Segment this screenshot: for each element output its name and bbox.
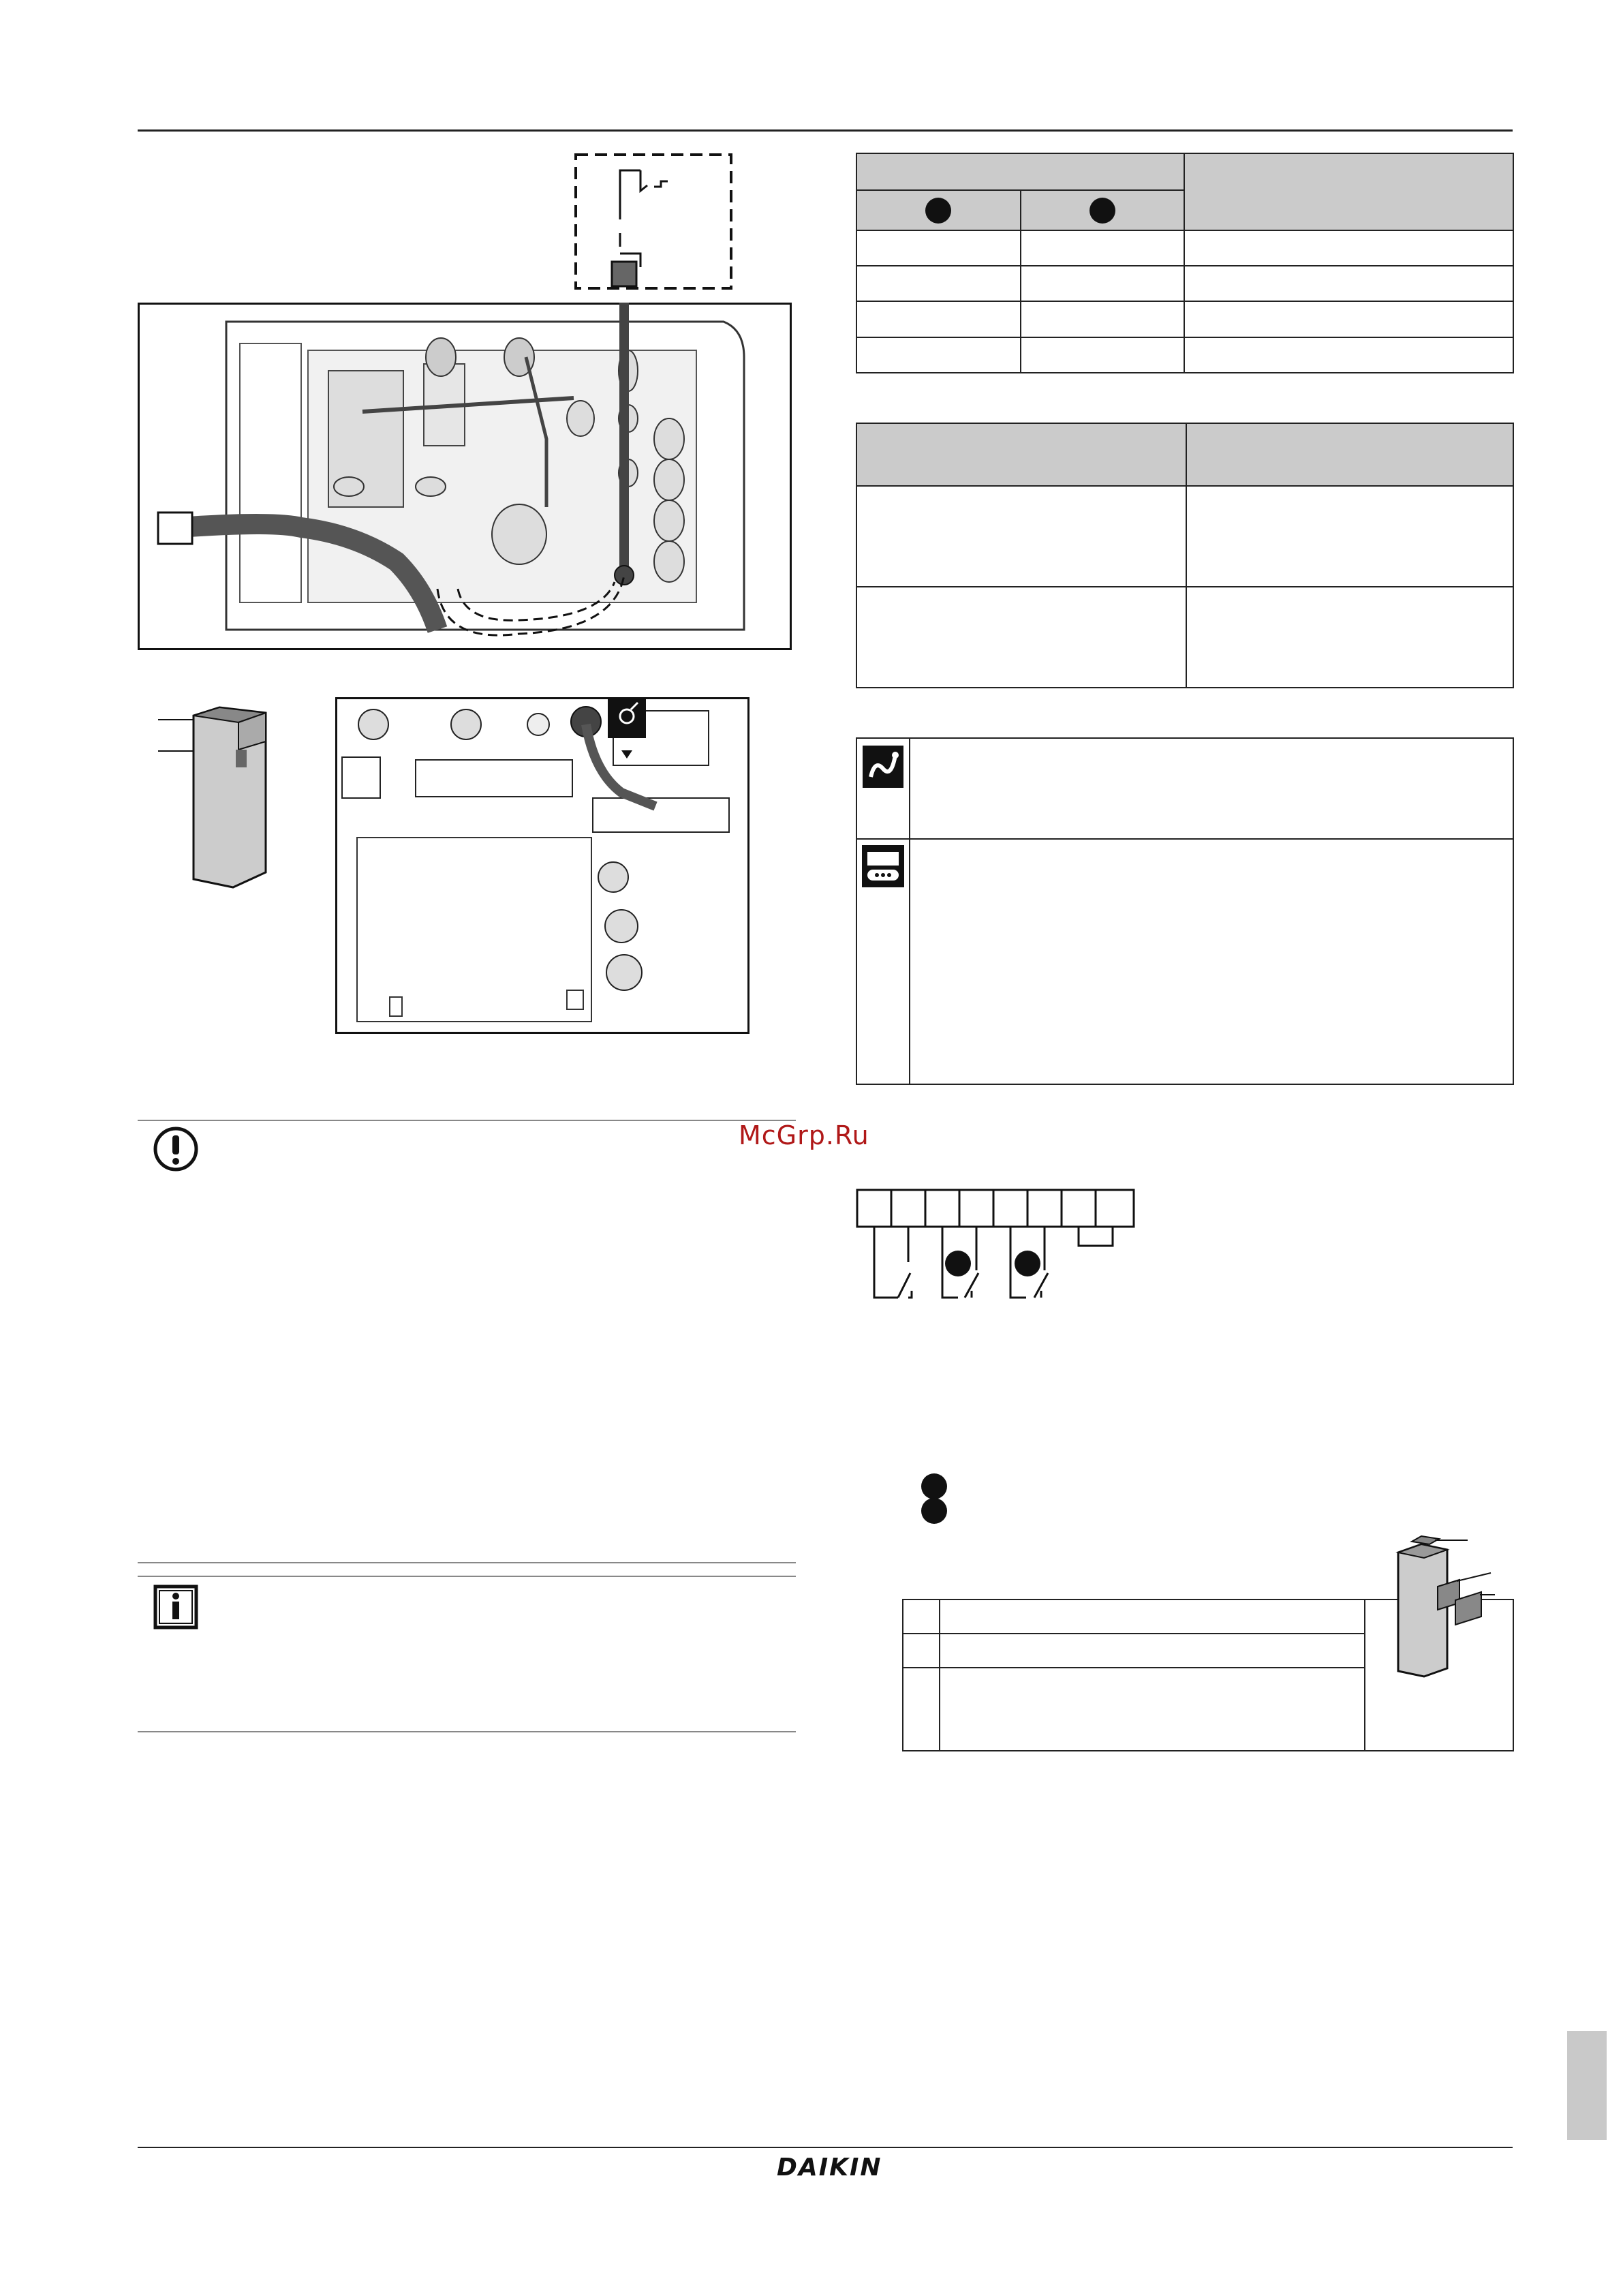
table1-header-b (1021, 190, 1185, 230)
terminal-wiring-diagram (856, 1189, 1142, 1298)
unit-internal-illustration (138, 303, 792, 650)
icon-info-table (856, 737, 1514, 1085)
header-rule (138, 129, 1513, 132)
mini-row-2-text (940, 1634, 1365, 1668)
table-row (856, 266, 1513, 301)
mini-row-1-num (903, 1599, 940, 1634)
terminal-table (856, 153, 1514, 373)
mini-row-1-text (940, 1599, 1365, 1634)
mini-figure-cell (1365, 1599, 1513, 1751)
table-row (856, 301, 1513, 337)
table-row (856, 587, 1513, 688)
info-rule-bottom (138, 1731, 796, 1732)
footer-rule (138, 2147, 1513, 2148)
table-row (856, 230, 1513, 266)
thermo-switch-diagram (572, 151, 736, 294)
table1-header-group (856, 153, 1184, 190)
mini-row-2-num (903, 1634, 940, 1668)
info-rule-top-2 (138, 1576, 796, 1577)
mini-row-3-num (903, 1668, 940, 1751)
daikin-logo: DAIKIN (777, 2154, 882, 2182)
controller-text-cell (910, 839, 1513, 1084)
warning-rule (138, 1120, 796, 1121)
table1-header-desc (1184, 153, 1513, 230)
wiring-tool-icon (863, 746, 903, 788)
table-row (856, 486, 1513, 587)
mini-row-3-text (940, 1668, 1365, 1751)
component-table (902, 1599, 1514, 1751)
table2-header-a (856, 423, 1186, 486)
wiring-icon-cell (856, 738, 910, 839)
table1-dot-b (1089, 198, 1115, 224)
user-interface-icon (862, 845, 904, 887)
table1-header-a (856, 190, 1021, 230)
table-row (856, 337, 1513, 373)
legend-dot-1 (921, 1473, 947, 1499)
wiring-text-cell (910, 738, 1513, 839)
switch-box-illustration (335, 697, 749, 1034)
controller-icon-cell (856, 839, 910, 1084)
legend-dot-2 (921, 1498, 947, 1524)
unit-callout-figure (151, 695, 288, 893)
exclamation-icon (153, 1126, 199, 1172)
unit-parts-figure (1374, 1532, 1510, 1682)
information-icon (153, 1584, 199, 1630)
table1-dot-a (925, 198, 951, 224)
setting-table (856, 423, 1514, 688)
info-rule-top (138, 1562, 796, 1563)
watermark: McGrp.Ru (739, 1120, 869, 1150)
table2-header-b (1186, 423, 1513, 486)
chapter-side-tab (1567, 2031, 1607, 2140)
